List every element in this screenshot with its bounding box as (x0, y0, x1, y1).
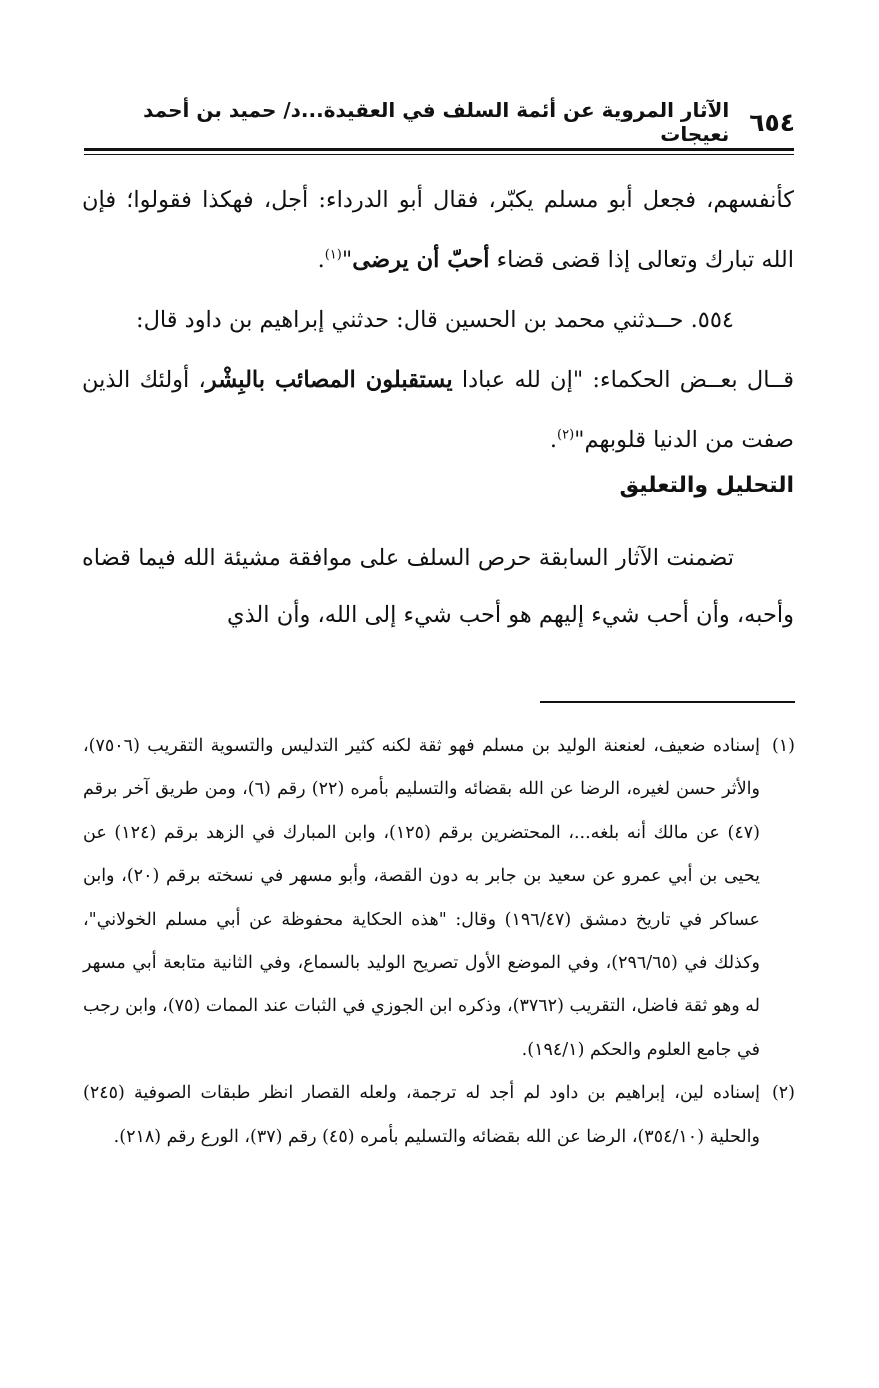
analysis-line1: تضمنت الآثار السابقة حرص السلف على موافقة مشيئة الله فيما (138, 545, 735, 571)
footnote-2-text: إسناده لين، إبراهيم بن داود لم أجد له ترجمة، ولعله القصار انظر طبقات الصوفية (٢٤٥) والحلية (٣٥٤/١٠)، الرضا عن الله بقضائه والتسليم بأمره (٤٥) رقم (٣٧)، الورع رقم (٢١٨). (83, 1083, 760, 1147)
p1-quote-close: " (341, 247, 353, 273)
footnote-1-number: (١) (771, 736, 795, 756)
p2-line3: الذين صفت من الدنيا قلوبهم" (82, 367, 794, 453)
p2-line2-pre: قــال بعــض الحكماء: "إن لله عبادا (452, 367, 794, 393)
paragraph-2 (82, 290, 794, 350)
paragraph-1 (82, 170, 794, 290)
header-rule-thin (84, 154, 794, 155)
analysis-paragraph (82, 530, 794, 644)
p2-bold-phrase: يستقبلون المصائب بالبِشْر (205, 367, 453, 393)
footnote-2-number: (٢) (771, 1083, 795, 1104)
p1-line2-pre: فإن الله تبارك وتعالى إذا قضى قضاء (82, 187, 794, 273)
footnote-ref-2[interactable]: (٢) (557, 427, 575, 443)
footnote-ref-1[interactable]: (١) (324, 247, 342, 263)
analysis-line2: قضاه وأحبه، وأن أحب شيء إليهم هو أحب شيء إلى الله، وأن الذي (82, 545, 794, 628)
p1-line1: كأنفسهم، فجعل أبو مسلم يكبّر، فقال أبو الدرداء: أجل، فهكذا فقولوا؛ (126, 187, 794, 213)
p2-line1: ٥٥٤. حــدثني محمد بن الحسين قال: حدثني إبراهيم بن داود قال: (135, 307, 734, 333)
footnote-1 (83, 725, 795, 1072)
p2-end: . (549, 427, 558, 453)
p2-line2-post: ، أولئك (139, 367, 206, 393)
footnote-separator (540, 701, 795, 703)
footnotes (83, 725, 795, 1159)
p1-end: . (317, 247, 325, 273)
header-rule-thick (84, 148, 794, 151)
section-heading: التحليل والتعليق (619, 473, 794, 498)
running-header (87, 98, 795, 146)
analysis-text (82, 530, 794, 644)
p1-bold-phrase: أحبّ أن يرضى (352, 247, 490, 273)
paragraph-2-cont (82, 350, 794, 470)
footnote-1-text: إسناده ضعيف، لعنعنة الوليد بن مسلم فهو ثقة لكنه كثير التدليس والتسوية التقريب (٧٥٠٦)، والأثر حسن لغيره، الرضا عن الله بقضائه والتسليم بأمره (٢٢) رقم (٦)، ومن طريق آخر برقم (٤٧) عن مالك أنه بلغه...، المحتضرين برقم (١٢٥)، وابن المبارك في الزهد برقم (١٢٤) عن يحيى بن أبي عمرو عن سعيد بن جابر به دون القصة، وأبو مسهر في نسخته برقم (٢٠)، وابن عساكر في تاريخ دمشق (١٩٦/٤٧) وقال: "هذه الحكاية محفوظة عن أبي مسلم الخولاني"، وكذلك في (٢٩٦/٦٥)، وفي الموضع الأول تصريح الوليد بالسماع، وفي الثانية متابعة أبي مسهر له وهو ثقة فاضل، التقريب (٣٧٦٢)، وذكره ابن الجوزي في الثبات عند الممات (٧٥)، وابن رجب في جامع العلوم والحكم (١٩٤/١). (83, 736, 761, 1060)
footnote-2 (83, 1072, 795, 1159)
running-title: الآثار المروية عن أئمة السلف في العقيدة...د/ حميد بن أحمد نعيجات (143, 98, 730, 146)
main-text (82, 170, 794, 470)
page-number: ٦٥٤ (749, 107, 795, 137)
